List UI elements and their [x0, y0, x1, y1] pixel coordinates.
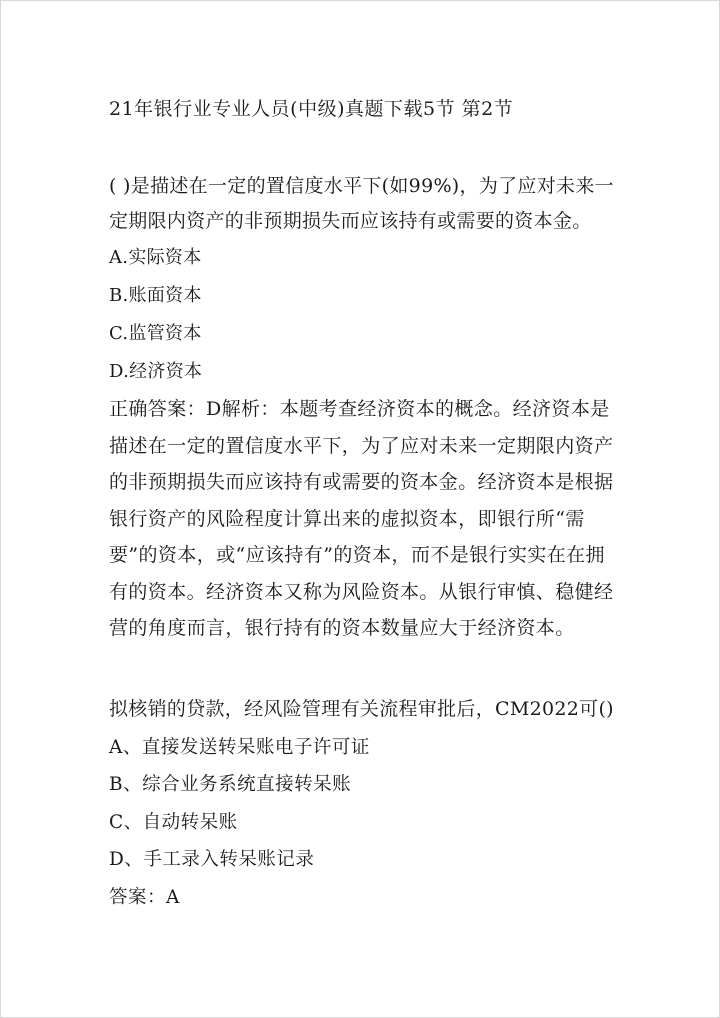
question-1 [109, 169, 619, 647]
question-1-option-b: B.账面资本 [109, 285, 202, 306]
question-1-explanation: 正确答案：D解析：本题考查经济资本的概念。经济资本是描述在一定的置信度水平下，为了应对未来一定期限内资产的非预期损失而应该持有或需要的资本金。经济资本是根据银行资产的风险程度计算出来的虚拟资本，即银行所“需要”的资本，或“应该持有”的资本，而不是银行实实在在拥有的资本。经济资本又称为风险资本。从银行审慎、稳健经营的角度而言，银行持有的资本数量应大于经济资本。 [109, 398, 614, 639]
question-1-option-a: A.实际资本 [109, 247, 202, 268]
question-2-answer: 答案：A [109, 886, 180, 908]
question-2 [109, 691, 629, 916]
question-2-option-c: C、自动转呆账 [109, 811, 238, 833]
question-2-option-d: D、手工录入转呆账记录 [109, 849, 315, 870]
question-2-option-b: B、综合业务系统直接转呆账 [109, 774, 352, 795]
question-1-option-d: D.经济资本 [109, 361, 203, 382]
question-2-option-a: A、直接发送转呆账电子许可证 [109, 736, 370, 758]
question-2-stem: 拟核销的贷款，经风险管理有关流程审批后，CM2022可() [109, 698, 614, 720]
question-1-option-c: C.监管资本 [109, 323, 202, 344]
question-1-stem: ( )是描述在一定的置信度水平下(如99%)，为了应对未来一定期限内资产的非预期损失而应该持有或需要的资本金。 [109, 175, 614, 232]
document-title: 21年银行业专业人员(中级)真题下载5节 第2节 [109, 98, 514, 120]
